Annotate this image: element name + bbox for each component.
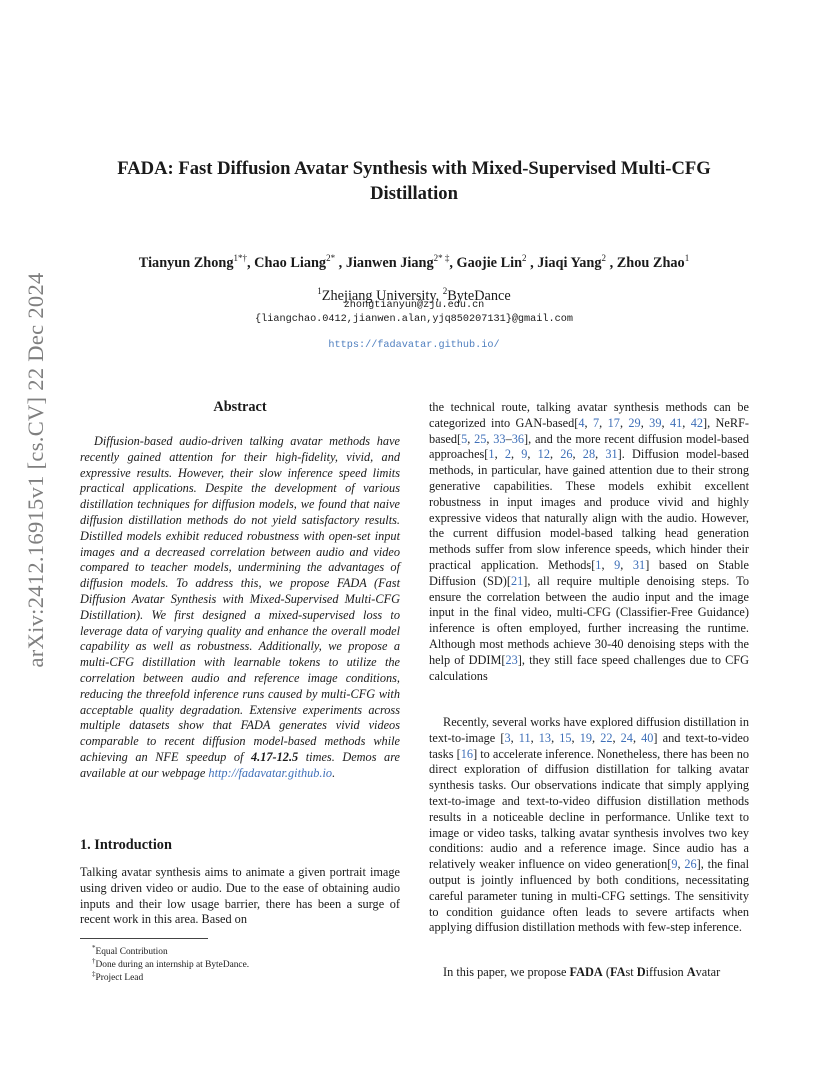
citation-link[interactable]: 12 [537, 447, 550, 462]
citation-link[interactable]: 28 [582, 447, 596, 462]
abstract-end: . [332, 765, 336, 780]
author-emails-group[interactable]: {liangchao.0412,jianwen.alan,yjq850207131}@gmail.com [255, 314, 573, 325]
footnote-symbol: † [92, 957, 96, 965]
affiliation-name: Zhejiang University, [321, 287, 443, 304]
citation-link[interactable]: 19 [579, 730, 593, 745]
citation-link[interactable]: 41 [669, 415, 683, 430]
webpage-link[interactable]: http://fadavatar.github.io [208, 765, 333, 780]
right-paragraph-related-work: the technical route, talking avatar synthesis methods can be categorized into GAN-based[4, 7, 17, 29, 39, 41, 42], NeRF-based[5, 25, 33–36], and the more recent diffusion model-based approaches[1, 2, 9, 12, 26, 28, 31]. Diffusion model-based methods, in particular, have gained attention due to their strong generative capabilities. These models exhibit excellent robustness in input images and produce vivid and highly expressive videos that naturally align with the audio. However, the current diffusion model-based talking head generation methods suffer from slow inference speeds, which hinder their practical application. Methods[1, 9, 31] based on Stable Diffusion (SD)[21], all require multiple denoising steps. To ensure the correlation between the audio input and the image input in the final video, multi-CFG (Classifier-Free Guidance) inference is often employed, further increasing the runtime. Although most methods achieve 30-40 denoising steps with the help of DDIM[23], they still face speed challenges due to CFG calculations [429, 400, 750, 683]
author-affiliation-mark: 2 [522, 253, 527, 263]
citation-link[interactable]: 9 [671, 857, 678, 872]
citation-link[interactable]: 33 [493, 431, 506, 446]
citation-link[interactable]: 5 [461, 431, 468, 446]
citation-link[interactable]: 9 [614, 557, 621, 572]
citation-link[interactable]: 1 [595, 557, 602, 572]
abstract-heading: Abstract [213, 399, 267, 415]
arxiv-identifier: arXiv:2412.16915v1 [cs.CV] 22 Dec 2024 [23, 272, 48, 668]
citation-link[interactable]: 21 [510, 573, 524, 588]
citation-link[interactable]: 36 [511, 431, 525, 446]
abstract-text [80, 434, 400, 782]
citation-link[interactable]: 24 [620, 730, 633, 745]
emphasized-text: A [686, 965, 696, 979]
author-name: Tianyun Zhong [138, 254, 234, 271]
footnote-divider [80, 938, 208, 939]
speedup-value: 4.17-12.5 [251, 749, 299, 764]
citation-link[interactable]: 4 [578, 415, 585, 430]
author-affiliation-mark: 2 [601, 253, 607, 263]
author-email[interactable]: zhongtianyun@zju.edu.cn [343, 300, 485, 311]
citation-link[interactable]: 13 [538, 730, 552, 745]
citation-link[interactable]: 2 [504, 447, 511, 462]
affiliation-name: ByteDance [447, 287, 511, 304]
citation-link[interactable]: 25 [474, 431, 487, 446]
author-name: Jianwen Jiang [345, 254, 434, 271]
citation-link[interactable]: 29 [628, 415, 641, 430]
author-affiliation-mark: 1 [684, 253, 690, 263]
footnote-text: Equal Contribution [95, 947, 168, 958]
citation-link[interactable]: 17 [607, 415, 620, 430]
citation-link[interactable]: 31 [632, 557, 646, 572]
emphasized-text: D [636, 965, 646, 979]
citation-link[interactable]: 15 [559, 730, 572, 745]
citation-link[interactable]: 26 [684, 857, 697, 872]
author-name: Jiaqi Yang [537, 254, 602, 271]
right-paragraph-distillation: Recently, several works have explored diffusion distillation in text-to-image [3, 11, 13, 15, 19, 22, 24, 40] and text-to-video tasks [16] to accelerate inference. Nonetheless, there has been no direct exploration of diffusion distillation for talking avatar synthesis tasks. Our observations indicate that simply applying text-to-image and text-to-video diffusion distillation methods results in a noticeable decline in performance. Unlike text to image or video tasks, talking avatar synthesis involves two key conditions: audio and a reference image. Since audio has a relatively weaker influence on video generation[9, 26], the final output is jointly influenced by both conditions, necessitating careful parameter tuning in multi-CFG settings. The sensitivity to condition guidance often leads to severe artifacts when applying diffusion distillation methods with few-step inference. [429, 715, 750, 935]
author-name: Chao Liang [254, 254, 327, 271]
footnote-symbol: ‡ [92, 970, 96, 978]
right-paragraph-proposal: In this paper, we propose FADA (FAst Diffusion Avatar [443, 965, 721, 979]
citation-link[interactable]: 9 [521, 447, 528, 462]
introduction-paragraph: Talking avatar synthesis aims to animate a given portrait image using driven video or audio. Due to the ease of obtaining audio inputs and their low usage barrier, there has been a surge of recent work in this area. Based on [80, 865, 400, 927]
author-name: Gaojie Lin [456, 254, 523, 271]
footnote-symbol: * [92, 944, 96, 952]
paper-title: FADA: Fast Diffusion Avatar Synthesis with Mixed-Supervised Multi-CFG Distillation [117, 158, 711, 204]
section-heading-introduction: 1. Introduction [80, 837, 172, 853]
citation-link[interactable]: 1 [488, 447, 495, 462]
citation-link[interactable]: 22 [600, 730, 613, 745]
citation-link[interactable]: 7 [593, 415, 600, 430]
author-affiliation-mark: 1*† [233, 253, 248, 263]
emphasized-text: FA [609, 965, 626, 979]
citation-link[interactable]: 3 [504, 730, 511, 745]
citation-link[interactable]: 40 [641, 730, 654, 745]
citation-link[interactable]: 26 [560, 447, 573, 462]
author-name: Zhou Zhao [616, 254, 685, 271]
abstract-body-continued: times. Demos are available at our webpage [80, 749, 400, 780]
citation-link[interactable]: 39 [649, 415, 662, 430]
emphasized-text: FADA [569, 965, 603, 979]
footnote-text: Done during an internship at ByteDance. [95, 960, 250, 971]
affiliation-mark: 2 [442, 286, 448, 296]
footnote-project-lead [92, 968, 143, 984]
project-url-link[interactable]: https://fadavatar.github.io/ [328, 340, 500, 351]
citation-link[interactable]: 11 [518, 730, 531, 745]
citation-link[interactable]: 31 [605, 447, 618, 462]
footnote-text: Project Lead [95, 973, 144, 984]
author-list: Tianyun Zhong$^{1*\dagger}$, Chao Liang$^{2*}$ , Jianwen Jiang$^{2* \ddagger}$, Gaojie Lin$^2$ , Jiaqi Yang$^2$ , Zhou Zhao$^1$ [138, 253, 690, 271]
citation-link[interactable]: 42 [690, 415, 703, 430]
author-affiliation-mark: 2* ‡ [433, 253, 450, 263]
citation-link[interactable]: 23 [505, 652, 518, 667]
affiliation-mark: 1 [317, 286, 322, 296]
citation-link[interactable]: 16 [460, 746, 474, 761]
abstract-body: Diffusion-based audio-driven talking avatar methods have recently gained attention for their high-fidelity, vivid, and expressive results. However, their slow inference speed limits practical applications. Despite the development of various distillation techniques for diffusion models, we found that naive diffusion distillation methods do not yield satisfactory results. Distilled models exhibit reduced robustness with open-set input images and a decreased correlation between audio and video compared to teacher models, undermining the advantages of diffusion models. To address this, we propose FADA (Fast Diffusion Avatar Synthesis with Mixed-Supervised Multi-CFG Distillation). We first designed a mixed-supervised loss to leverage data of varying quality and enhance the overall model capability as well as robustness. Additionally, we propose a multi-CFG distillation with learnable tokens to utilize the correlation between audio and reference image conditions, reducing the threefold inference runs caused by multi-CFG with acceptable quality degradation. Extensive experiments across multiple datasets show that FADA generates vivid videos comparable to recent diffusion model-based methods while achieving an NFE speedup of [80, 434, 400, 764]
author-affiliation-mark: 2* [326, 253, 336, 263]
